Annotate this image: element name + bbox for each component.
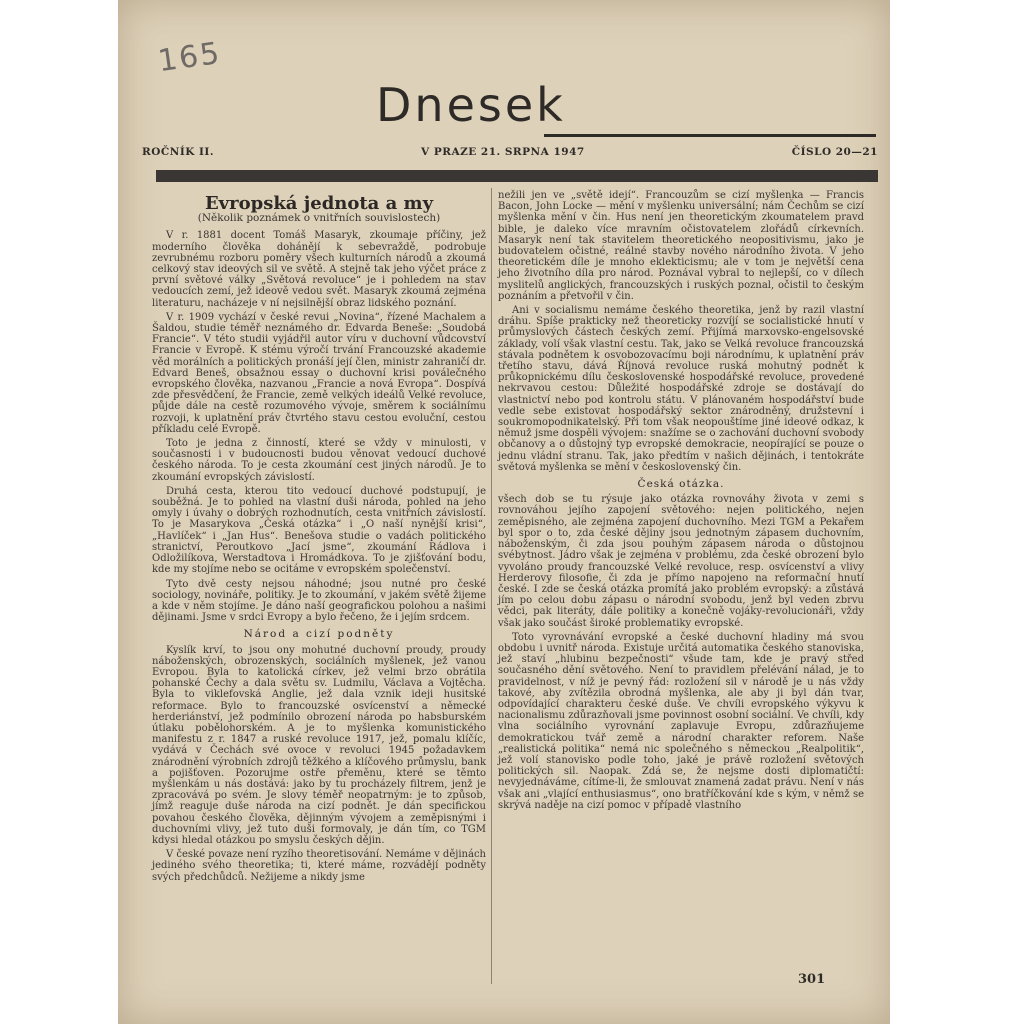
article-headline: Evropská jednota a my [204, 193, 434, 214]
left-column [152, 190, 486, 886]
section-title-ceska-otazka: Česká otázka. [637, 478, 725, 491]
paragraph: Toto vyrovnávání evropské a české duchovní hladiny má svou obdobu i uvnitř národa. Existuje určitá automatika českého stanoviska, jež staví „hlubinu bezpečnosti“ všude tam, kde je pravý střed současného dění světového. Není to pravidlem přelévání nálad, je to pravidelnost, v níž je pevný řád: rozložení sil v národě je u nás vždy takové, aby zvítězila obrodná myšlenka, ale aby ji byl dán tvar, odpovídající charakteru české duše. Ve chvíli evropského výkyvu k nacionalismu zdůrazňovali jsme povinnost osobní sociální. Ve chvíli, kdy vlna sociálního vyrovnání zaplavuje Evropu, zdůrazňujeme demokratickou tvář země a národní charakter reforem. Naše „realistická politika“ nemá nic společného s německou „Realpolitik“, jež volí stanovisko podle toho, jaké je právě rozložení světových politických sil. Naopak. Zdá se, že nejsme dosti diplomatičtí: nevyjednáváme, cítíme-li, že smlouvat znamená zadat právu. Není v nás však ani „vlající enthusiasmus“, ono bratříčkování kde s kým, v němž se skrývá naděje na cizí pomoc v případě vlastního [498, 631, 864, 811]
dateline [142, 146, 878, 158]
paragraph: Druhá cesta, kterou tito vedoucí duchové podstupují, je souběžná. Je to pohled na vlastní duši národa, pohled na jeho omyly i úvahy o dobrých rozhodnutích, cesta vnitřních závislostí. To je Masarykova „Česká otázka“ i „O naší nynější krisi“, „Havlíček“ i „Jan Hus“. Benešova studie o vadách politického stranictví, Peroutkovo „Jací jsme“, zkoumání Rádlova i Odložilíkova, Werstadtova i Hromádkova. To je zjišťování bodu, kde my stojíme nebo se ocitáme v evropském společenství. [152, 485, 486, 576]
paragraph: Kyslík krví, to jsou ony mohutné duchovní proudy, proudy náboženských, obrozenských, sociálních myšlenek, jež vanou Evropou. Byla to katolická církev, jež velmi brzo obrátila pohanské Čechy a dala světu sv. Ludmilu, Václava a Vojtěcha. Byla to viklefovská Anglie, jež dala vznik ideji husitské reformace. Bylo to francouzské osvícenství a německé herderiánství, jež podmínilo obrození národa po habsburském útlaku pobělohorském. A je to myšlenka komunistického manifestu z r. 1847 a ruské revoluce 1917, jež, pomalu klíčíc, vydává v Čechách své ovoce v revoluci 1945 požadavkem znárodnění výrobních zdrojů těžkého a klíčového průmyslu, bank a pojišťoven. Pozorujme ostře přeměnu, které se těmto myšlenkám u nás dostává: jako by tu procházely filtrem, jenž je zpracovává po svém. Je slovy téměř neopatrným: je to způsob, jímž reaguje duše národa na cizí podnět. Je dán specifickou povahou českého člověka, dějinným vývojem a zeměpisnými i duchovními vlivy, jež tuto duši formovaly, je dán tím, co TGM kdysi hledal otázkou po smyslu českých dějin. [152, 644, 486, 846]
column-divider [491, 188, 492, 984]
paragraph: Toto je jedna z činností, které se vždy v minulosti, v současnosti i v budoucnosti budou věnovat vedoucí duchové českého národa. To je cesta zkoumání cest jiných národů. Je to zkoumání evropských závislostí. [152, 438, 486, 483]
paragraph: V české povaze není ryzího theoretisování. Nemáme v dějinách jediného svého theoretika; ti, které máme, rozvádějí podněty svých předchůdců. Nežijeme a nikdy jsme [152, 849, 486, 883]
paragraph: Ani v socialismu nemáme českého theoretika, jenž by razil vlastní dráhu. Spíše prakticky než theoreticky rozvíjí se socialistické hnutí v průmyslových částech českých zemí. Přijímá marxovsko-engelsovské základy, volí však vlastní cestu. Tak, jako se Velká revoluce francouzská stávala podnětem k osvobozovacímu boji národnímu, k uplatnění práv třetího stavu, dává Říjnová revoluce ruská mohutný podnět k průkopnickému dílu československé hospodářské revoluce, provedené nekrvavou cestou: Důležité hospodářské zdroje se dostávají do vlastnictví nebo pod kontrolu státu. V plánovaném hospodářství bude vedle sebe existovat hospodářský sektor znárodněný, družstevní i soukromopodnikatelský. Při tom však neopouštíme jiné ideové odkaz, k němuž jsme dospěli vývojem: snažíme se o zachování duchovní svobody občanovy a o důstojný typ evropské demokracie, neopírající se pouze o jednu vládní stranu. Tak, jako předtím v našich dějinách, i tentokráte světová myšlenka se mění v československý čin. [498, 305, 864, 473]
issue-number: ČÍSLO 20—21 [791, 146, 878, 158]
paragraph: Tyto dvě cesty nejsou náhodné; jsou nutné pro české sociology, novináře, politiky. Je to zkoumání, v jakém světě žijeme a kde v něm stojíme. Je dáno naší geografickou polohou a našimi dějinami. Jsme v srdci Evropy a bylo řečeno, že i jejím srdcem. [152, 578, 486, 624]
page-number: 301 [798, 972, 826, 987]
paragraph: V r. 1909 vychází v české revui „Novina“, řízené Machalem a Šaldou, studie téměř neznámého dr. Edvarda Beneše: „Soudobá Francie“. V této studii vyjádřil autor víru v duchovní vůdcovství Francie v Evropě. K stému výročí trvání Francouzské akademie věd morálních a politických pronáší její člen, ministr zahraničí dr. Edvard Beneš, obsažnou essay o duchovní krisi poválečného evropského člověka, nazvanou „Francie a nová Evropa“. Dospívá zde přesvědčení, že Francie, země velkých ideálů Velké revoluce, půjde dále na cestě rozumového vývoje, směrem k sociálnímu rozvoji, k uplatnění práv čtvrtého stavu cestou evoluční, cestou příkladu celé Evropě. [152, 311, 486, 435]
paragraph: V r. 1881 docent Tomáš Masaryk, zkoumaje příčiny, jež moderního člověka dohánějí k sebevraždě, podrobuje zevrubnému rozboru poměry všech kulturních národů a zkoumá celkový stav ideových sil ve světě. A stejně tak jeho výčet práce z první světové války „Světová revoluce“ je i pohledem na stav vedoucích zemí, jež ideově vedou svět. Masaryk zkoumá zejména literaturu, nacházeje v ní nejsilnější obraz lidského poznání. [152, 230, 486, 309]
section-title-narod: Národ a cizí podněty [243, 628, 395, 641]
header-band [156, 170, 878, 182]
masthead-rule [544, 134, 876, 137]
masthead-title: Dnesek [376, 78, 566, 132]
place-date: V PRAZE 21. SRPNA 1947 [421, 146, 585, 158]
article-subheadline: (Několik poznámek o vnitřních souvislostech) [197, 212, 441, 225]
handwritten-note: 165 [155, 35, 224, 80]
newspaper-page [118, 0, 890, 1024]
right-column [498, 190, 864, 814]
paragraph: nežili jen ve „světě idejí“. Francouzům se cizí myšlenka — Francis Bacon, John Locke — mění v myšlenku universální; nám Čechům se cizí myšlenka mění v čin. Hus není jen theoretickým zkoumatelem pravd bible, je daleko více mravním očistovatelem zlořádů církevních. Masaryk není tak stavitelem theoretického neopositivismu, jako je budovatelem očistné, reálné stavby nového národního života. V jeho theoretickém díle je mnoho eklekticismu; ale v tom je největší cena jeho životního díla pro národ. Poznával vybral to nejlepší, co v dílech myslitelů anglických, francouzských i ruských poznal, očistil to českým poznáním a přetvořil v čin. [498, 190, 864, 302]
volume-label: ROČNÍK II. [142, 146, 214, 158]
paragraph: všech dob se tu rýsuje jako otázka rovnováhy života v zemi s rovnováhou jejího zapojení světového: nejen politického, nejen zeměpisného, ale zejména zapojení duchovního. Mezi TGM a Pekařem byl spor o to, zda české dějiny jsou jednotným zápasem duchovním, náboženským, či zda jsou pouhým zápasem národa o důstojnou svébytnost. Jádro však je zejména v problému, zda české obrození bylo vyvoláno proudy francouzské Velké revoluce, resp. osvícenství a vlivy Herderovy filosofie, či zda je přímo napojeno na reformační hnutí české. I zde se česká otázka promítá jako problém evropský: a zůstává jím po celou dobu zápasu o národní svobodu, jenž byl veden zbrvu vědci, pak literáty, dále politiky a konečně vojáky-revolucionáři, vždy však jako součást široké problematiky evropské. [498, 494, 864, 629]
